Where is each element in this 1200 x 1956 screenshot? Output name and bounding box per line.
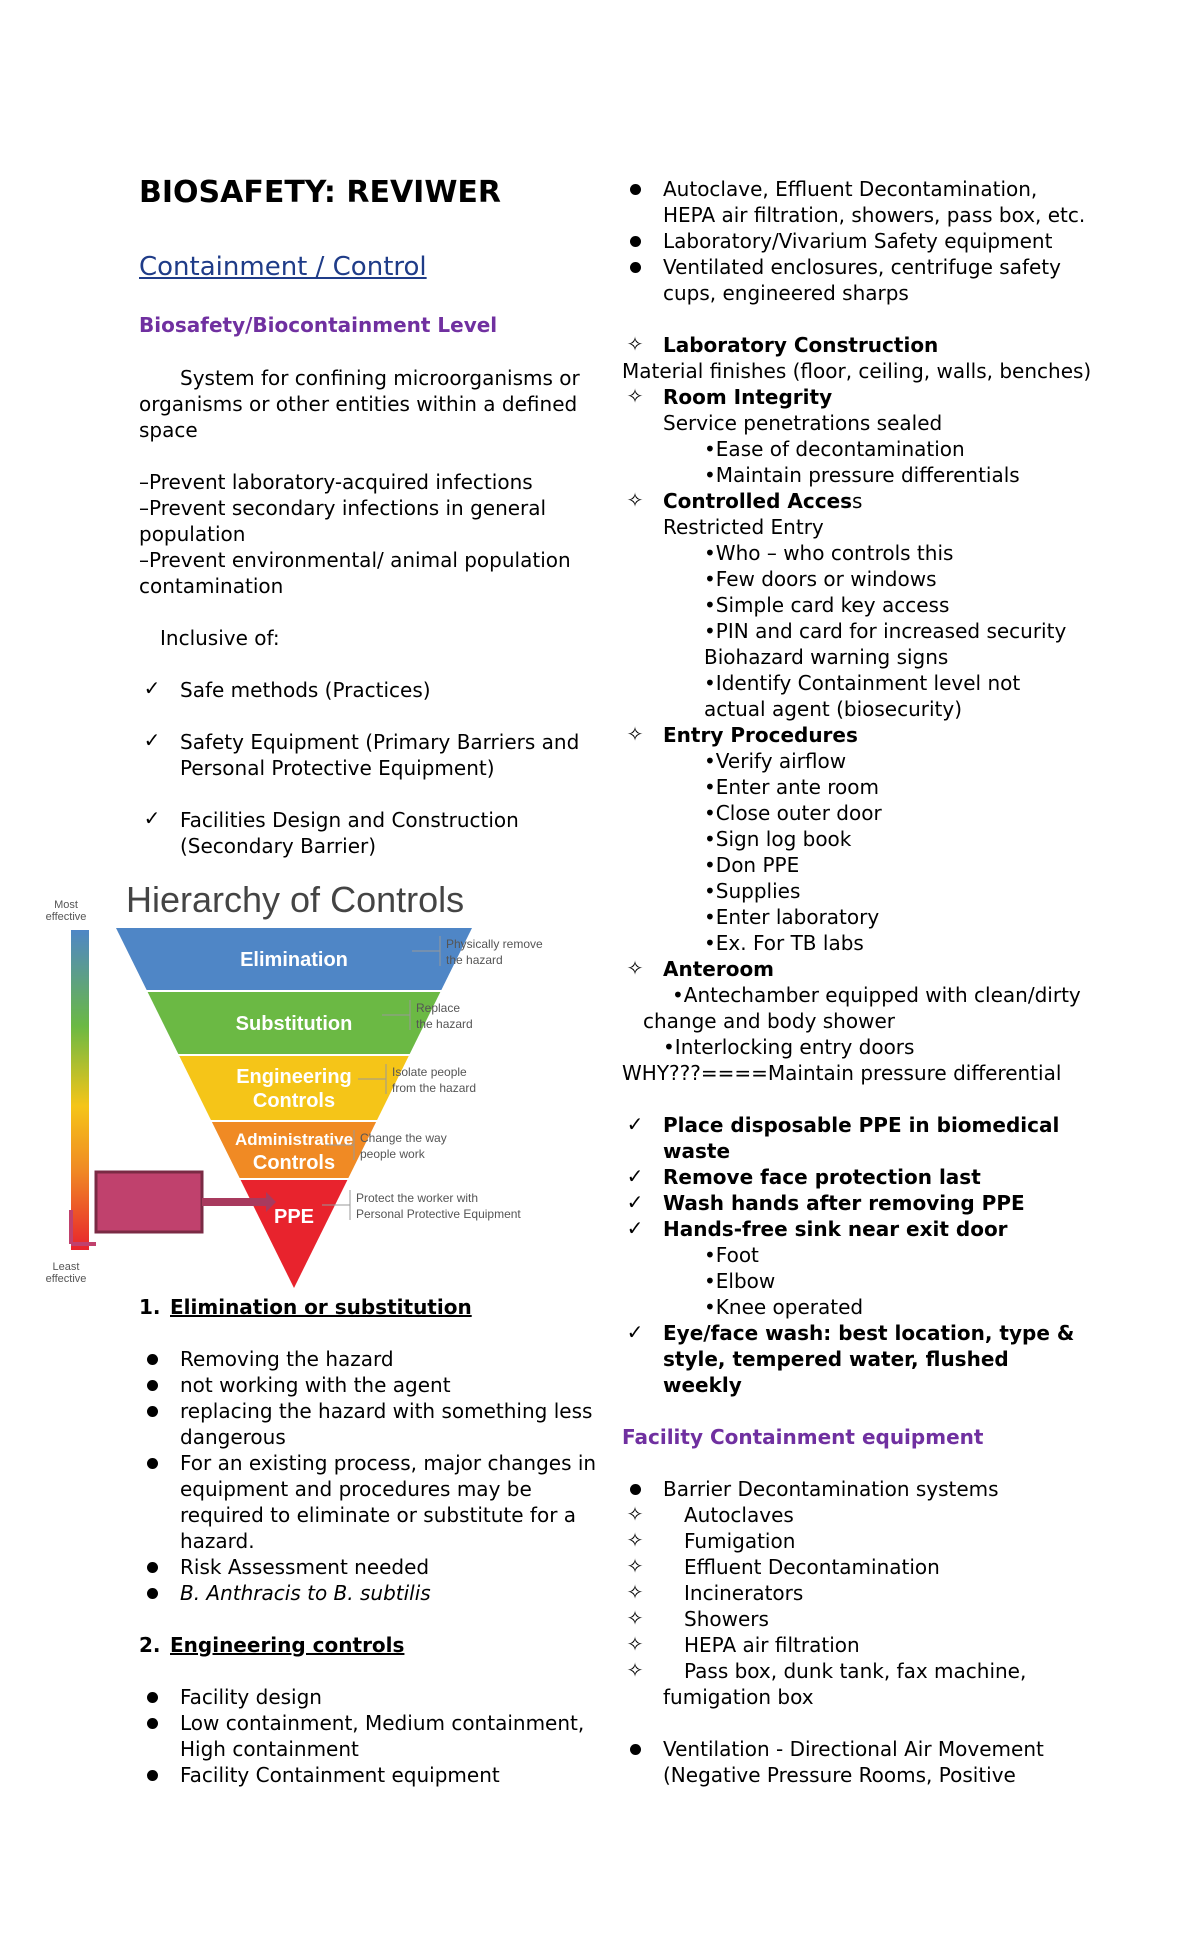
elim-item: Risk Assessment needed [180, 1555, 430, 1579]
elim-item: Removing the hazard [180, 1347, 394, 1371]
facility-item: Fumigation [684, 1529, 796, 1553]
facility-tail: fumigation box [663, 1685, 814, 1709]
controlled-access-item: •Simple card key access [704, 593, 950, 617]
entry-item: •Enter ante room [704, 775, 880, 799]
four-point-star-icon: ✧ [626, 1580, 644, 1604]
eyewash-line: style, tempered water, flushed [663, 1347, 1009, 1371]
bullet-icon [139, 1762, 165, 1786]
hierarchy-level-note: the hazard [416, 1017, 473, 1031]
most-effective-label-2: effective [45, 911, 87, 923]
sink-item: •Knee operated [704, 1295, 864, 1319]
eng-item: Facility Containment equipment [180, 1763, 500, 1787]
entry-item: •Don PPE [704, 853, 800, 877]
hierarchy-title: Hierarchy of Controls [126, 879, 465, 920]
bullet-icon [139, 1684, 165, 1708]
bsl-heading: Biosafety/Biocontainment Level [139, 313, 498, 337]
hierarchy-level-label: Elimination [240, 949, 348, 971]
bullet-icon [622, 1736, 648, 1760]
controlled-access-item: actual agent (biosecurity) [704, 697, 963, 721]
facility-item: Pass box, dunk tank, fax machine, [684, 1659, 1027, 1683]
four-point-star-icon: ✧ [626, 332, 644, 356]
eng-item: Low containment, Medium containment, [180, 1711, 585, 1735]
elim-item: required to eliminate or substitute for a [180, 1503, 577, 1527]
bullet-icon [139, 1580, 165, 1604]
eng-number: 2. [139, 1633, 161, 1657]
controlled-access-item: •Identify Containment level not [704, 671, 1021, 695]
four-point-star-icon: ✧ [626, 1658, 644, 1682]
definition-line: organisms or other entities within a defined [139, 392, 578, 416]
check-icon: ✓ [143, 806, 161, 830]
prevent-line: contamination [139, 574, 284, 598]
bullet-icon [139, 1346, 165, 1370]
facility-item: HEPA air filtration [684, 1633, 860, 1657]
anteroom-line: •Interlocking entry doors [663, 1035, 915, 1059]
four-point-star-icon: ✧ [626, 1528, 644, 1552]
hierarchy-level-label: Administrative [234, 1130, 354, 1149]
room-integrity-item: •Maintain pressure differentials [704, 463, 1020, 487]
room-integrity-item: •Ease of decontamination [704, 437, 965, 461]
lab-construction-text: Material finishes (floor, ceiling, walls, benches) [622, 359, 1092, 383]
check-icon: ✓ [626, 1190, 644, 1214]
bullet-icon [622, 228, 648, 252]
facility-barrier: Barrier Decontamination systems [663, 1477, 999, 1501]
four-point-star-icon: ✧ [626, 1606, 644, 1630]
bullet-icon [622, 254, 648, 278]
bullet-icon [622, 176, 648, 200]
room-integrity-heading: Room Integrity [663, 385, 833, 409]
callout-box [96, 1172, 202, 1232]
anteroom-line: •Antechamber equipped with clean/dirty [672, 983, 1081, 1007]
check-icon: ✓ [143, 728, 161, 752]
elim-item: dangerous [180, 1425, 286, 1449]
anteroom-line: change and body shower [643, 1009, 895, 1033]
hierarchy-level-note: Replace [416, 1001, 461, 1015]
controlled-access-item: •Few doors or windows [704, 567, 937, 591]
hierarchy-levels [116, 928, 543, 1288]
hierarchy-of-controls-diagram [45, 876, 600, 1296]
hierarchy-level-label: Controls [252, 1152, 336, 1174]
controlled-access-heading [663, 488, 862, 514]
check-icon: ✓ [626, 1164, 644, 1188]
inclusive-of: Inclusive of: [160, 626, 280, 650]
entry-item: •Enter laboratory [704, 905, 880, 929]
controlled-access-item: •PIN and card for increased security [704, 619, 1067, 643]
controlled-access-item: Biohazard warning signs [704, 645, 949, 669]
prevent-line: –Prevent secondary infections in general [139, 496, 547, 520]
prevent-line: population [139, 522, 246, 546]
controlled-access-text: Restricted Entry [663, 515, 824, 539]
definition-line: space [139, 418, 198, 442]
check-item: (Secondary Barrier) [180, 834, 377, 858]
section-heading: Containment / Control [139, 252, 427, 282]
ppe-check: Place disposable PPE in biomedical [663, 1113, 1060, 1137]
check-item: Facilities Design and Construction [180, 808, 519, 832]
most-effective-label-1: Most [54, 899, 78, 911]
sink-item: •Foot [704, 1243, 759, 1267]
hierarchy-level-note: Isolate people [392, 1065, 467, 1079]
check-icon: ✓ [143, 676, 161, 700]
facility-heading: Facility Containment equipment [622, 1425, 984, 1449]
prevent-line: –Prevent environmental/ animal population [139, 548, 571, 572]
right-item: HEPA air filtration, showers, pass box, etc. [663, 203, 1086, 227]
controlled-access-heading-tail: s [852, 489, 863, 513]
elim-item: not working with the agent [180, 1373, 451, 1397]
lab-construction-heading: Laboratory Construction [663, 333, 939, 357]
room-integrity-text: Service penetrations sealed [663, 411, 943, 435]
elim-item: equipment and procedures may be [180, 1477, 532, 1501]
four-point-star-icon: ✧ [626, 384, 644, 408]
ppe-check: waste [663, 1139, 731, 1163]
facility-item: Showers [684, 1607, 769, 1631]
hierarchy-level-note: Personal Protective Equipment [356, 1207, 521, 1221]
right-item: Autoclave, Effluent Decontamination, [663, 177, 1038, 201]
eyewash-line: Eye/face wash: best location, type & [663, 1321, 1075, 1345]
four-point-star-icon: ✧ [626, 1554, 644, 1578]
entry-item: •Close outer door [704, 801, 882, 825]
entry-item: •Verify airflow [704, 749, 847, 773]
four-point-star-icon: ✧ [626, 1632, 644, 1656]
hierarchy-level-label: Substitution [235, 1013, 353, 1035]
elim-italic-item: B. Anthracis to B. subtilis [180, 1581, 431, 1605]
page-title: BIOSAFETY: REVIWER [139, 175, 502, 210]
sink-item: •Elbow [704, 1269, 776, 1293]
hierarchy-level-note: the hazard [446, 953, 503, 967]
ventilation-line: Ventilation - Directional Air Movement [663, 1737, 1044, 1761]
elim-item: For an existing process, major changes in [180, 1451, 597, 1475]
entry-heading: Entry Procedures [663, 723, 858, 747]
check-item: Personal Protective Equipment) [180, 756, 495, 780]
prevent-line: –Prevent laboratory-acquired infections [139, 470, 533, 494]
anteroom-line: WHY???====Maintain pressure differential [622, 1061, 1062, 1085]
elim-item: hazard. [180, 1529, 255, 1553]
hierarchy-level-note: Physically remove [446, 937, 543, 951]
hierarchy-level-label: Controls [252, 1090, 336, 1112]
ppe-check: Wash hands after removing PPE [663, 1191, 1025, 1215]
bullet-icon [139, 1398, 165, 1422]
check-icon: ✓ [626, 1320, 644, 1344]
anteroom-heading: Anteroom [663, 957, 775, 981]
effectiveness-bar [71, 930, 89, 1250]
bullet-icon [139, 1710, 165, 1734]
bullet-icon [139, 1450, 165, 1474]
check-item: Safe methods (Practices) [180, 678, 431, 702]
right-item: Laboratory/Vivarium Safety equipment [663, 229, 1053, 253]
definition-line: System for confining microorganisms or [180, 366, 580, 390]
check-item: Safety Equipment (Primary Barriers and [180, 730, 580, 754]
hierarchy-level-note: from the hazard [392, 1081, 477, 1095]
hierarchy-level-note: Protect the worker with [356, 1191, 479, 1205]
right-item: Ventilated enclosures, centrifuge safety [663, 255, 1061, 279]
entry-item: •Sign log book [704, 827, 852, 851]
hierarchy-level-band [241, 1180, 348, 1288]
hierarchy-level-note: Change the way [360, 1131, 447, 1145]
elim-number: 1. [139, 1295, 161, 1319]
facility-item: Effluent Decontamination [684, 1555, 940, 1579]
elim-item: replacing the hazard with something less [180, 1399, 593, 1423]
ppe-check: Hands-free sink near exit door [663, 1217, 1008, 1241]
ppe-check: Remove face protection last [663, 1165, 981, 1189]
eng-item: High containment [180, 1737, 359, 1761]
facility-item: Autoclaves [684, 1503, 794, 1527]
hierarchy-level-label: PPE [273, 1206, 315, 1228]
eyewash-line: weekly [663, 1373, 742, 1397]
bullet-icon [622, 1476, 648, 1500]
least-effective-label-1: Least [52, 1261, 80, 1273]
hierarchy-level-note: people work [360, 1147, 425, 1161]
controlled-access-heading-bold: Controlled Acces [663, 489, 853, 513]
elim-heading: Elimination or substitution [170, 1295, 472, 1319]
four-point-star-icon: ✧ [626, 1502, 644, 1526]
entry-item: •Ex. For TB labs [704, 931, 864, 955]
hierarchy-level-label: Engineering [236, 1066, 352, 1088]
least-effective-label-2: effective [45, 1273, 87, 1285]
bullet-icon [139, 1554, 165, 1578]
check-icon: ✓ [626, 1216, 644, 1240]
four-point-star-icon: ✧ [626, 488, 644, 512]
ventilation-line: (Negative Pressure Rooms, Positive [663, 1763, 1016, 1787]
right-item: cups, engineered sharps [663, 281, 909, 305]
controlled-access-item: •Who – who controls this [704, 541, 954, 565]
check-icon: ✓ [626, 1112, 644, 1136]
four-point-star-icon: ✧ [626, 956, 644, 980]
eng-heading: Engineering controls [170, 1633, 405, 1657]
entry-item: •Supplies [704, 879, 801, 903]
facility-item: Incinerators [684, 1581, 804, 1605]
eng-item: Facility design [180, 1685, 322, 1709]
four-point-star-icon: ✧ [626, 722, 644, 746]
bullet-icon [139, 1372, 165, 1396]
